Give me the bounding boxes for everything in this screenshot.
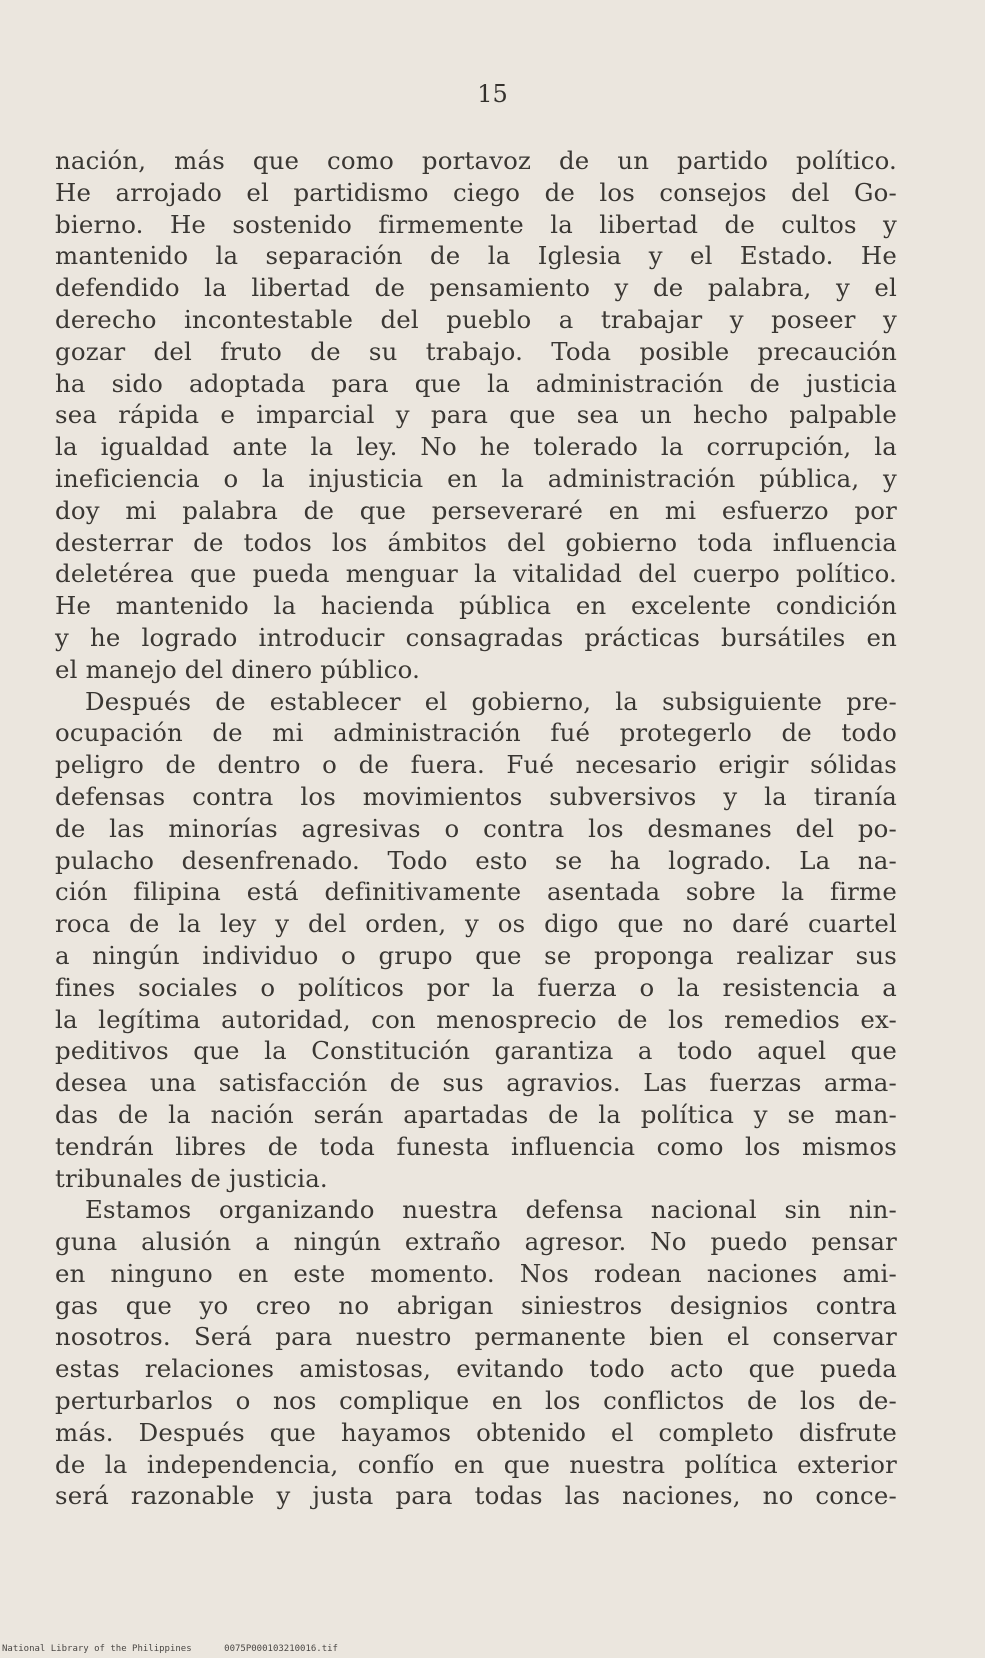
text-line: ineficiencia o la injusticia en la administración pública, y	[55, 463, 897, 493]
text-line: la igualdad ante la ley. No he tolerado la corrupción, la	[55, 432, 897, 462]
text-line: de las minorías agresivas o contra los desmanes del po-	[55, 813, 897, 843]
text-line: el manejo del dinero público.	[55, 654, 421, 684]
text-line: tendrán libres de toda funesta influencia como los mismos	[55, 1131, 897, 1161]
text-line: guna alusión a ningún extraño agresor. No puedo pensar	[55, 1227, 897, 1257]
text-line: He arrojado el partidismo ciego de los consejos del Go-	[55, 177, 897, 207]
text-line: de la independencia, confío en que nuestra política exterior	[55, 1449, 897, 1479]
text-line: peligro de dentro o de fuera. Fué necesario erigir sólidas	[55, 750, 897, 780]
text-line: desea una satisfacción de sus agravios. Las fuerzas arma-	[55, 1068, 897, 1098]
text-line: He mantenido la hacienda pública en excelente condición	[55, 591, 897, 621]
text-line: ha sido adoptada para que la administración de justicia	[55, 368, 897, 398]
text-line: mantenido la separación de la Iglesia y el Estado. He	[55, 241, 897, 271]
text-line: sea rápida e imparcial y para que sea un hecho palpable	[55, 400, 897, 430]
text-line: doy mi palabra de que perseveraré en mi esfuerzo por	[55, 495, 897, 525]
text-line: pulacho desenfrenado. Todo esto se ha logrado. La na-	[55, 845, 897, 875]
text-line: Estamos organizando nuestra defensa nacional sin nin-	[85, 1195, 897, 1225]
footer-filename: 0075P000103210016.tif	[224, 1644, 338, 1654]
text-line: a ningún individuo o grupo que se proponga realizar sus	[55, 940, 897, 970]
text-line: das de la nación serán apartadas de la política y se man-	[55, 1099, 897, 1129]
text-line: roca de la ley y del orden, y os digo que no daré cuartel	[55, 909, 897, 939]
text-line: gas que yo creo no abrigan siniestros designios contra	[55, 1290, 897, 1320]
text-line: desterrar de todos los ámbitos del gobierno toda influencia	[55, 527, 897, 557]
text-line: peditivos que la Constitución garantiza a todo aquel que	[55, 1036, 897, 1066]
text-line: bierno. He sostenido firmemente la libertad de cultos y	[55, 209, 897, 239]
text-line: tribunales de justicia.	[55, 1163, 328, 1193]
text-line: en ninguno en este momento. Nos rodean naciones ami-	[55, 1258, 897, 1288]
text-line: defendido la libertad de pensamiento y de palabra, y el	[55, 273, 897, 303]
page-number: 15	[477, 80, 508, 108]
text-line: defensas contra los movimientos subversivos y la tiranía	[55, 781, 897, 811]
text-line: estas relaciones amistosas, evitando todo acto que pueda	[55, 1354, 897, 1384]
text-line: perturbarlos o nos complique en los conflictos de los de-	[55, 1386, 897, 1416]
body-text	[55, 145, 897, 1512]
text-line: la legítima autoridad, con menosprecio de los remedios ex-	[55, 1004, 897, 1034]
text-line: y he logrado introducir consagradas prácticas bursátiles en	[55, 622, 897, 652]
text-line: nación, más que como portavoz de un partido político.	[55, 146, 897, 175]
text-line: Después de establecer el gobierno, la subsiguiente pre-	[85, 686, 897, 716]
text-line: será razonable y justa para todas las naciones, no conce-	[55, 1481, 897, 1511]
text-line: más. Después que hayamos obtenido el completo disfrute	[55, 1417, 897, 1447]
text-line: deletérea que pueda menguar la vitalidad del cuerpo político.	[55, 559, 897, 589]
footer-library: National Library of the Philippines	[2, 1644, 192, 1654]
scan-footer	[2, 1644, 338, 1654]
text-line: derecho incontestable del pueblo a trabajar y poseer y	[55, 304, 897, 334]
text-line: ocupación de mi administración fué protegerlo de todo	[55, 718, 897, 748]
text-line: gozar del fruto de su trabajo. Toda posible precaución	[55, 336, 897, 366]
text-line: nosotros. Será para nuestro permanente bien el conservar	[55, 1322, 897, 1352]
text-line: fines sociales o políticos por la fuerza o la resistencia a	[55, 972, 897, 1002]
text-line: ción filipina está definitivamente asentada sobre la firme	[55, 877, 897, 907]
